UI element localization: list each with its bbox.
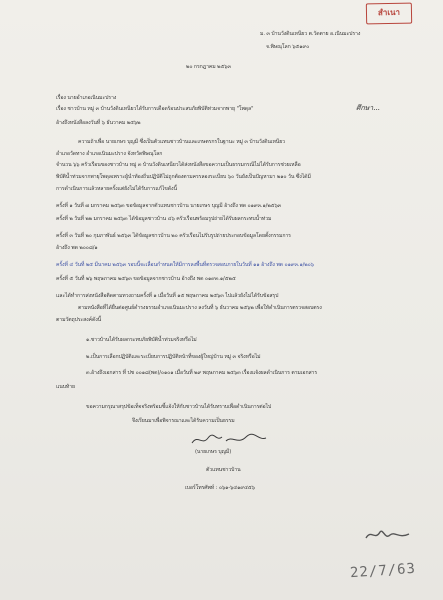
reference-line: อ้างถึงหนังสือลงวันที่ ๖ ธันวาคม ๒๕๖๒ [56, 120, 141, 126]
body-line: พิบัติน้ำท่วมจากพายุโพดุลเพราะผู้นำท้องถิ่นปฏิบัติไม่ถูกต้องตามครรลองระเบียบ ๖๐ วันยังเป็นปัญหามา ๒๑๐ วัน ซึ่งได้มี [56, 174, 311, 180]
closing-line: จึงเรียนมาเพื่อพิจารณาและได้รับความเป็นธรรม [132, 418, 235, 424]
signer-title: ตัวแทนชาวบ้าน [206, 467, 241, 473]
signer-phone: เบอร์โทรศัพท์ : ๐๖๑-๖๔๑๙๔๕๖ [185, 485, 255, 491]
time-entry-highlighted: ครั้งที่ ๔ วันที่ ๒๕ มีนาคม ๒๕๖๓ รอบนี้จะเลื่อนกำหนดให้มีการลงพื้นที่ตรวจสอบภายในวันที่ ๑๑ อ้างถึง พด ๐๑๙๓.๑/๒๐๖ [56, 262, 314, 268]
time-entry: ครั้งที่ ๕ วันที่ ๒๖ พฤษภาคม ๒๕๖๓ ขอข้อมูลจากชาวบ้าน อ้างถึง พด ๐๑๙๓.๑/๕๒๕ [56, 276, 236, 282]
copy-stamp: สำเนา [366, 3, 412, 25]
body-line: ตามวัตถุประสงค์ดังนี้ [56, 317, 102, 323]
body-line: ตามหนังสือที่ได้ยื่นต่อศูนย์ดำรงธรรมอำเภอเนินมะปราง ลงวันที่ ๖ ธันวาคม ๒๕๖๒ เพื่อให้ดำเนินการตรวจสอบตรง [78, 305, 322, 311]
body-line: อำเภอวัดทาง อำเภอเนินมะปราง จังหวัดพิษณุโลก [56, 151, 163, 157]
list-item: ๒.เป็นการเลือกปฏิบัติและระเบียบการปฏิบัติหน้าที่ของผู้ใหญ่บ้าน หมู่ ๓ จริงหรือไม่ [86, 354, 261, 360]
sender-address-line1: ม. ๓ บ้านวังดินเหนียว ต.วัดตาย อ.เนินมะปราง [260, 31, 361, 37]
handwritten-date: 22/7/63 [349, 560, 417, 582]
letter-date: ๒๐ กรกฎาคม ๒๕๖๓ [186, 64, 231, 70]
sender-address-line2: จ.พิษณุโลก ๖๕๑๙๐ [266, 44, 310, 50]
body-line: การดำเนินการแล้วหลายครั้งแต่ยังไม่ได้รับการแก้ไขดังนี้ [56, 186, 177, 192]
list-item: แนบท้าย [56, 384, 75, 390]
subject-line: เรื่อง ชาวบ้าน หมู่ ๓ บ้านวังดินเหนียวได้รับการเดือดร้อนประสบภัยพิบัติท่วมจากพายุ "โพดุล" [56, 106, 254, 112]
list-item: ๓.อ้างถึงเอกสาร ที่ ปช ๐๐๑๘(พด)/๐๑๐๑ เมื่อวันที่ ๒๙ พฤษภาคม ๒๕๖๓ เรื่องแจ้งผลดำเนินการ ตามเอกสาร [86, 370, 318, 376]
time-entry: ครั้งที่ ๓ วันที่ ๒๐ กุมภาพันธ์ ๒๕๖๓ ได้ข้อมูลชาวบ้าน ๒๐ ครัวเรือนไม่รับรูปถ่ายประกอบข้อมูลโดยตั้งกรรมการ [56, 233, 291, 239]
closing-line: ขอความกรุณาสรุปข้อเท็จจริงพร้อมชี้แจ้งให้กับชาวบ้านได้รับทราบเพื่อดำเนินการต่อไป [86, 404, 272, 410]
handwritten-signature [363, 526, 413, 544]
signature-scribble [188, 432, 270, 448]
salutation-line: เรื่อง นายอำเภอเนินมะปราง [56, 95, 117, 101]
signer-name: (นายเกษร บุญมี) [195, 449, 232, 455]
body-line: จำนวน ๖๖ ครัวเรือนของชาวบ้าน หมู่ ๓ บ้านวังดินเหนียวได้ส่งหนังสือขอความเป็นธรรมกรณีไม่ได้รับการช่วยเหลือ [56, 162, 301, 168]
marginal-note: ศึกษา... [356, 104, 380, 112]
body-line: และได้ทำการส่งหนังสือติดตามทวงถามครั้งที่ ๑ เมื่อวันที่ ๑๕ พฤษภาคม ๒๕๖๓ ไปแล้วยังไม่ได้รับข้อสรุป [56, 293, 279, 299]
time-entry: ครั้งที่ ๒ วันที่ ๒๒ มกราคม ๒๕๖๓ ได้ข้อมูลชาวบ้าน ๔๖ ครัวเรือนพร้อมรูปถ่ายได้รับผลกระทบน้ำท่วม [56, 216, 272, 222]
time-entry: อ้างถึง พด ๒๐๐๘/๑ [56, 245, 98, 251]
list-item: ๑.ชาวบ้านได้รับผลกระทบภัยพิบัติน้ำท่วมจริงหรือไม่ [86, 337, 197, 343]
body-line: ความถ้าเพื่อ นายเกษร บุญมี ซึ่งเป็นตัวแทนชาวบ้านและเกษตรกรในฐานะ หมู่ ๓ บ้านวังดินเหนียว [78, 139, 285, 145]
time-entry: ครั้งที่ ๑ วันที่ ๗ มกราคม ๒๕๖๓ ขอข้อมูลจากตัวแทนชาวบ้าน นายเกษร บุญมี อ้างถึง พด ๐๑๙๓.๑/๒๕๖๓ [56, 203, 282, 209]
